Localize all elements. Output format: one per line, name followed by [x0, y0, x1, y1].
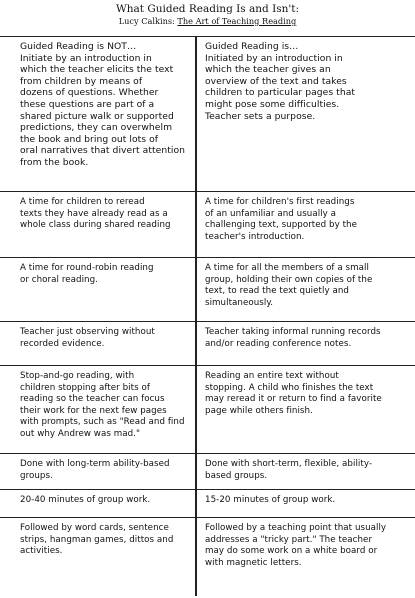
- column-divider: [195, 36, 197, 596]
- is-cell-flexible-groups: Done with short-term, flexible, ability- based groups.: [205, 459, 373, 481]
- table-row: [0, 366, 415, 454]
- is-cell-teaching-point: Followed by a teaching point that usually addresses a "tricky part." The teacher may do some work on a white board or with magnetic letters.: [205, 523, 387, 568]
- not-cell-observing: Teacher just observing without recorded evidence.: [20, 327, 155, 349]
- not-cell-duration: 20-40 minutes of group work.: [20, 495, 151, 505]
- page-title: What Guided Reading Is and Isn't:: [115, 3, 300, 15]
- table-row: [0, 518, 415, 598]
- source-citation: [0, 16, 415, 27]
- table-row: [0, 490, 415, 518]
- not-cell-rereading: A time for children to reread texts they have already read as a whole class during shared reading: [20, 197, 171, 231]
- is-cell-introduction: Guided Reading is… Initiated by an introduction in which the teacher gives an overview of the text and takes children to particular pages that might pose some difficulties. Teacher sets a purpose.: [205, 41, 356, 122]
- table-row: [0, 454, 415, 490]
- is-cell-duration: 15-20 minutes of group work.: [205, 495, 336, 505]
- table-row: [0, 258, 415, 322]
- not-cell-stop-and-go: Stop-and-go reading, with children stopping after bits of reading so the teacher can focus their work for the next few pages with prompts, such as "Read and find out why Andrew was mad.": [20, 371, 185, 439]
- not-cell-followup: Followed by word cards, sentence strips, hangman games, dittos and activities.: [20, 523, 174, 557]
- comparison-table: [0, 36, 415, 591]
- not-cell-long-term-groups: Done with long-term ability-based groups.: [20, 459, 170, 481]
- document-header: [0, 0, 415, 40]
- author-name: Lucy Calkins:: [118, 16, 178, 26]
- table-row: [0, 192, 415, 258]
- table-row: [0, 36, 415, 192]
- is-cell-quiet-reading: A time for all the members of a small group, holding their own copies of the text, to read the text quietly and simultaneously.: [205, 263, 373, 308]
- table-row: [0, 322, 415, 366]
- not-cell-round-robin: A time for round-robin reading or choral reading.: [20, 263, 154, 285]
- book-title: The Art of Teaching Reading: [177, 16, 297, 26]
- is-cell-first-reading: A time for children's first readings of an unfamiliar and usually a challenging text, supported by the teacher's introduction.: [205, 197, 358, 242]
- not-cell-introduction: Guided Reading is NOT… Initiate by an introduction in which the teacher elicits the text from children by means of dozens of questions. Whether these questions are part of a shared picture walk or supported predictions, they can overwhelm the book and bring out lots of oral narratives that divert attention from the book.: [20, 41, 186, 168]
- is-cell-entire-text: Reading an entire text without stopping. A child who finishes the text may reread it or return to find a favorite page while others finish.: [205, 371, 382, 416]
- is-cell-running-records: Teacher taking informal running records and/or reading conference notes.: [205, 327, 381, 349]
